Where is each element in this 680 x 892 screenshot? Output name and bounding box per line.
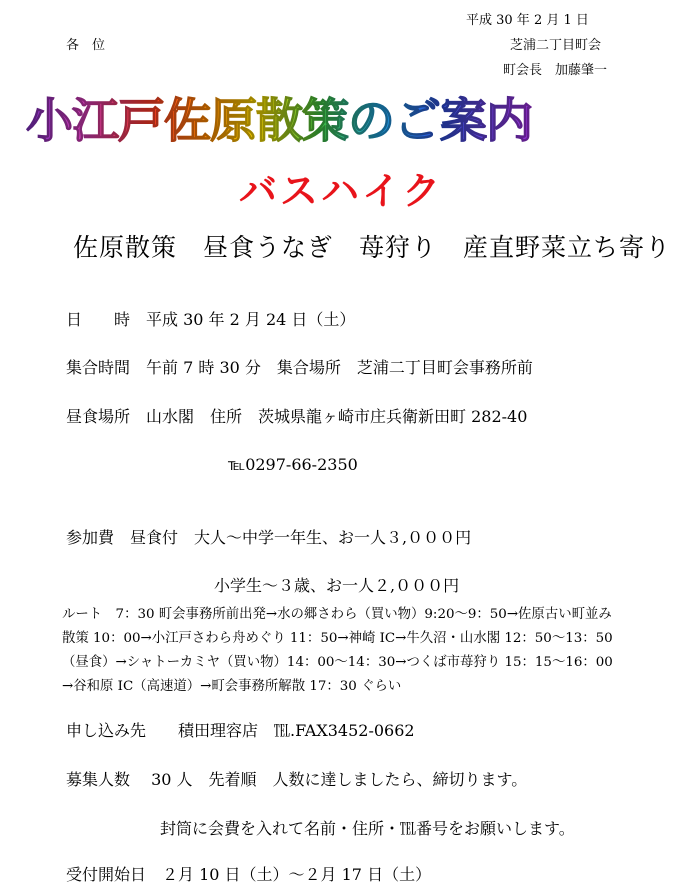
route-block xyxy=(62,603,613,699)
header-date: 平成 30 年 2 月 1 日 xyxy=(466,13,589,28)
highlights-line: 佐原散策 昼食うなぎ 苺狩り 産直野菜立ち寄り xyxy=(73,233,672,262)
application-period-line: 受付開始日 ２月 10 日（土）～２月 17 日（土） xyxy=(66,865,432,884)
lunch-place-line: 昼食場所 山水閣 住所 茨城県龍ヶ崎市庄兵衛新田町 282-40 xyxy=(66,407,528,426)
instructions-line: 封筒に会費を入れて名前・住所・℡番号をお願いします。 xyxy=(160,819,575,838)
route-line: 散策 10：00→小江戸さわら舟めぐり 11：50→神崎 IC→牛久沼・山水閣 12：50～13：50 xyxy=(62,631,613,646)
document-title: 小江戸佐原散策のご案内 xyxy=(26,84,532,151)
route-line: ルート 7：30 町会事務所前出発→水の郷さわら（買い物）9:20～9：50→佐原古い町並み xyxy=(62,607,612,622)
meeting-line: 集合時間 午前 7 時 30 分 集合場所 芝浦二丁目町会事務所前 xyxy=(66,358,533,377)
route-line: （昼食）→シャトーカミヤ（買い物）14：00～14：30→つくば市苺狩り 15：15～16：00 xyxy=(62,655,613,670)
event-date-line: 日 時 平成 30 年 2 月 24 日（土） xyxy=(66,310,356,329)
capacity-line: 募集人数 30 人 先着順 人数に達しましたら、締切ります。 xyxy=(66,770,528,789)
header-org: 芝浦二丁目町会 xyxy=(510,38,602,53)
contact-line: 申し込み先 積田理容店 ℡.FAX3452-0662 xyxy=(66,721,415,740)
header-chair: 町会長 加藤肇一 xyxy=(503,63,608,78)
fee-line-adult: 参加費 昼食付 大人～中学一年生、お一人３,０００円 xyxy=(66,528,472,547)
lunch-tel-line: ℡0297-66-2350 xyxy=(228,455,358,474)
route-line: →谷和原 IC（高速道）→町会事務所解散 17：30 ぐらい xyxy=(62,679,402,694)
header-addressee: 各 位 xyxy=(66,38,106,53)
fee-line-child: 小学生～３歳、お一人２,０００円 xyxy=(214,576,460,595)
bus-hike-heading: バスハイク xyxy=(239,169,444,213)
